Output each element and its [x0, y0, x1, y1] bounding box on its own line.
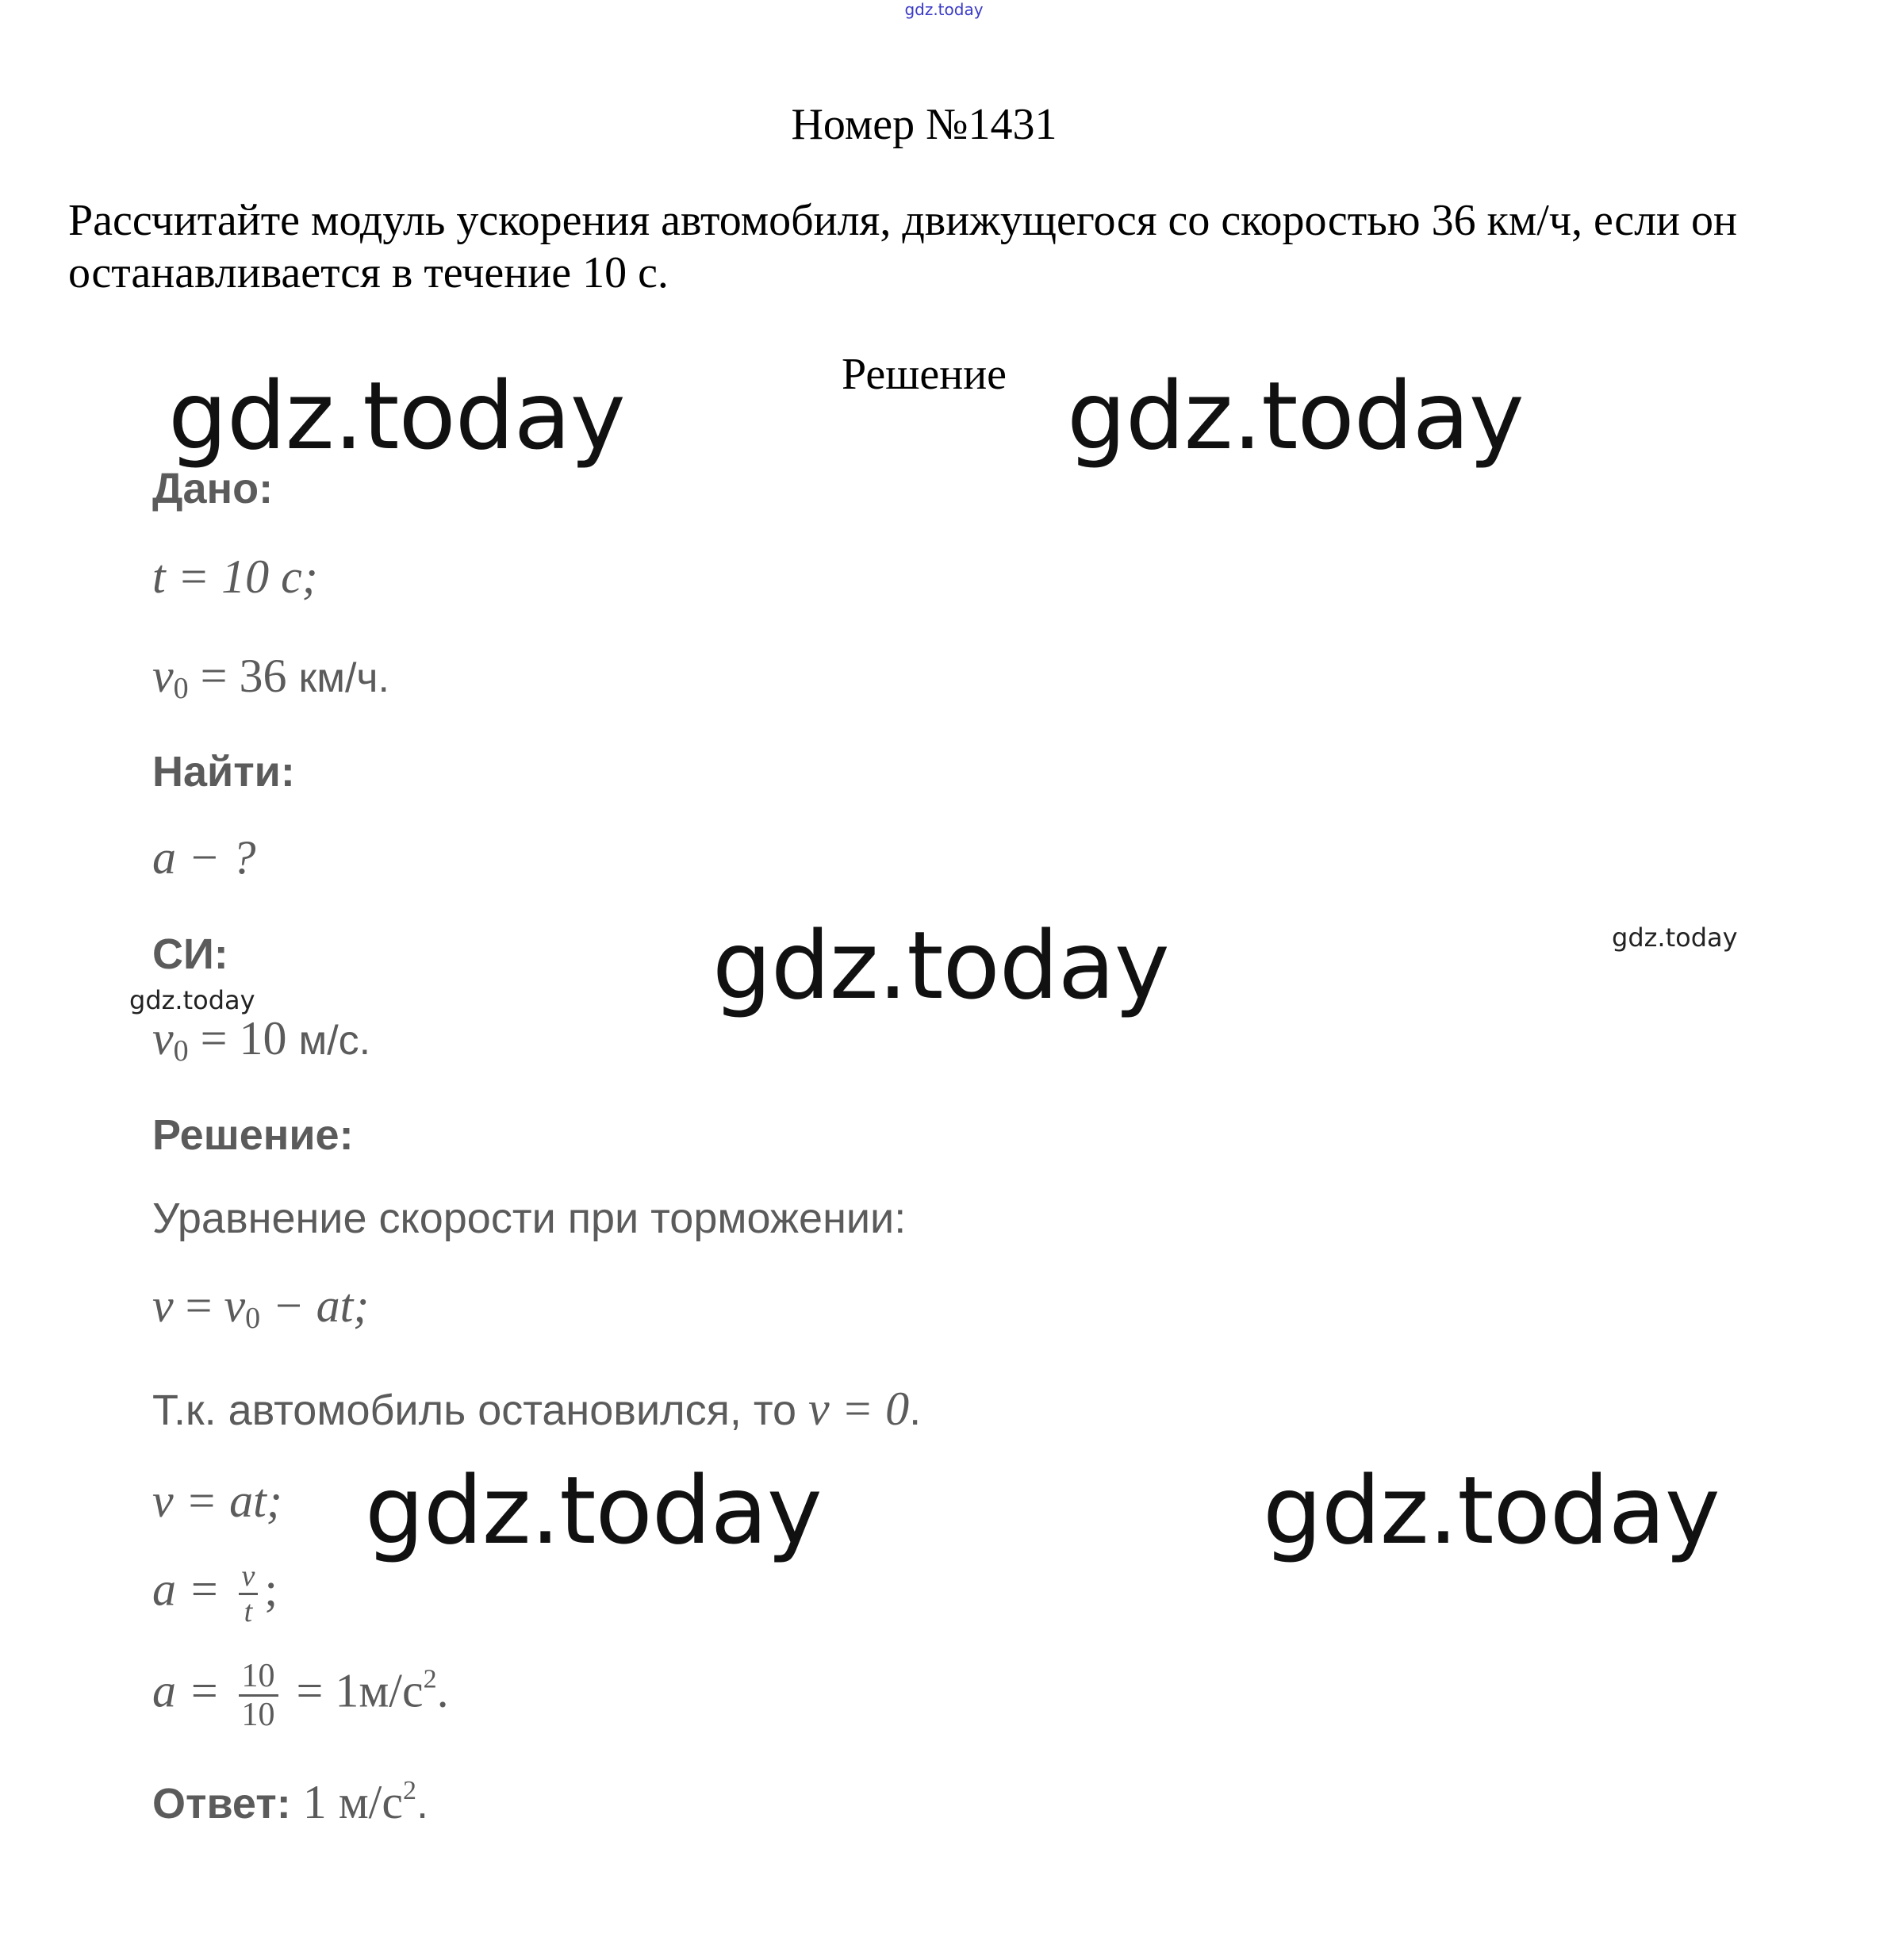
eq1-v0-subscript: 0: [245, 1302, 261, 1335]
stop-formula: v = 0: [808, 1383, 910, 1435]
eq3-num-text: v: [241, 1559, 255, 1593]
answer-power: 2: [402, 1776, 416, 1805]
si-velocity: [152, 1011, 370, 1068]
eq4-denominator: 10: [241, 1697, 275, 1733]
watermark-small-2: gdz.today: [129, 985, 255, 1015]
answer-label: Ответ:: [152, 1780, 303, 1828]
given-velocity-eq: = 36: [188, 650, 299, 702]
eq3-numerator: [239, 1561, 259, 1595]
top-watermark: gdz.today: [904, 0, 984, 19]
watermark-5: gdz.today: [1263, 1456, 1720, 1565]
answer-value-wrap: [303, 1776, 416, 1828]
eq3-end: ;: [264, 1563, 278, 1616]
velocity-equation: [152, 1279, 369, 1336]
given-time: [152, 550, 318, 604]
eq1-v0: v: [224, 1279, 246, 1332]
si-velocity-unit: м/с.: [298, 1018, 371, 1064]
watermark-small-1: gdz.today: [1612, 922, 1738, 953]
stop-end: .: [909, 1387, 922, 1434]
eq1-v: v: [152, 1279, 174, 1332]
eq4-end: .: [436, 1664, 449, 1717]
solution-label: Решение:: [152, 1111, 354, 1159]
watermark-2: gdz.today: [1067, 361, 1524, 470]
equation-2: [152, 1474, 282, 1528]
stop-condition: [152, 1382, 921, 1436]
solution-heading: Решение: [841, 350, 1007, 399]
given-label: Дано:: [152, 465, 274, 512]
eq3-den-text: t: [244, 1595, 253, 1628]
stop-math: [808, 1383, 909, 1435]
find-value: [152, 830, 256, 885]
eq4-lhs: a =: [152, 1664, 232, 1717]
eq4-rhs: = 1м/с: [284, 1664, 424, 1717]
answer-value: 1 м/с: [302, 1776, 403, 1828]
eq1-equals: =: [173, 1279, 224, 1332]
v0-symbol: v: [152, 650, 174, 702]
si-velocity-eq: = 10: [188, 1012, 299, 1064]
answer-end: .: [416, 1780, 428, 1828]
si-label: СИ:: [152, 930, 228, 978]
watermark-1: gdz.today: [168, 361, 625, 470]
v0-subscript: 0: [173, 672, 189, 705]
eq4-fraction: [239, 1659, 278, 1732]
page-title: Номер №1431: [791, 100, 1057, 149]
eq3-lhs: a =: [152, 1563, 232, 1616]
given-time-formula: t = 10 c;: [152, 550, 318, 603]
equation-intro: Уравнение скорости при торможении:: [152, 1195, 907, 1242]
watermark-4: gdz.today: [365, 1456, 822, 1565]
si-v0-subscript: 0: [173, 1034, 189, 1068]
given-velocity-unit: км/ч.: [298, 655, 389, 701]
eq3-fraction: [239, 1561, 259, 1627]
si-v0-symbol: v: [152, 1012, 174, 1064]
equation-4: [152, 1659, 449, 1732]
find-label: Найти:: [152, 748, 295, 796]
eq2-formula: v = at;: [152, 1475, 282, 1527]
answer: [152, 1775, 428, 1830]
given-velocity: [152, 649, 389, 706]
eq4-numerator: 10: [239, 1659, 278, 1697]
eq4-power: 2: [423, 1664, 437, 1694]
eq1-rest: − at;: [260, 1279, 370, 1332]
problem-text: Рассчитайте модуль ускорения автомобиля, движущегося со скоростью 36 км/ч, если он останавливается в течение 10 с.: [68, 196, 1737, 297]
stop-text: Т.к. автомобиль остановился, то: [152, 1387, 809, 1434]
find-formula: a − ?: [152, 831, 256, 884]
eq3-denominator: [239, 1595, 259, 1627]
watermark-3: gdz.today: [712, 911, 1169, 1020]
equation-3: [152, 1561, 278, 1627]
